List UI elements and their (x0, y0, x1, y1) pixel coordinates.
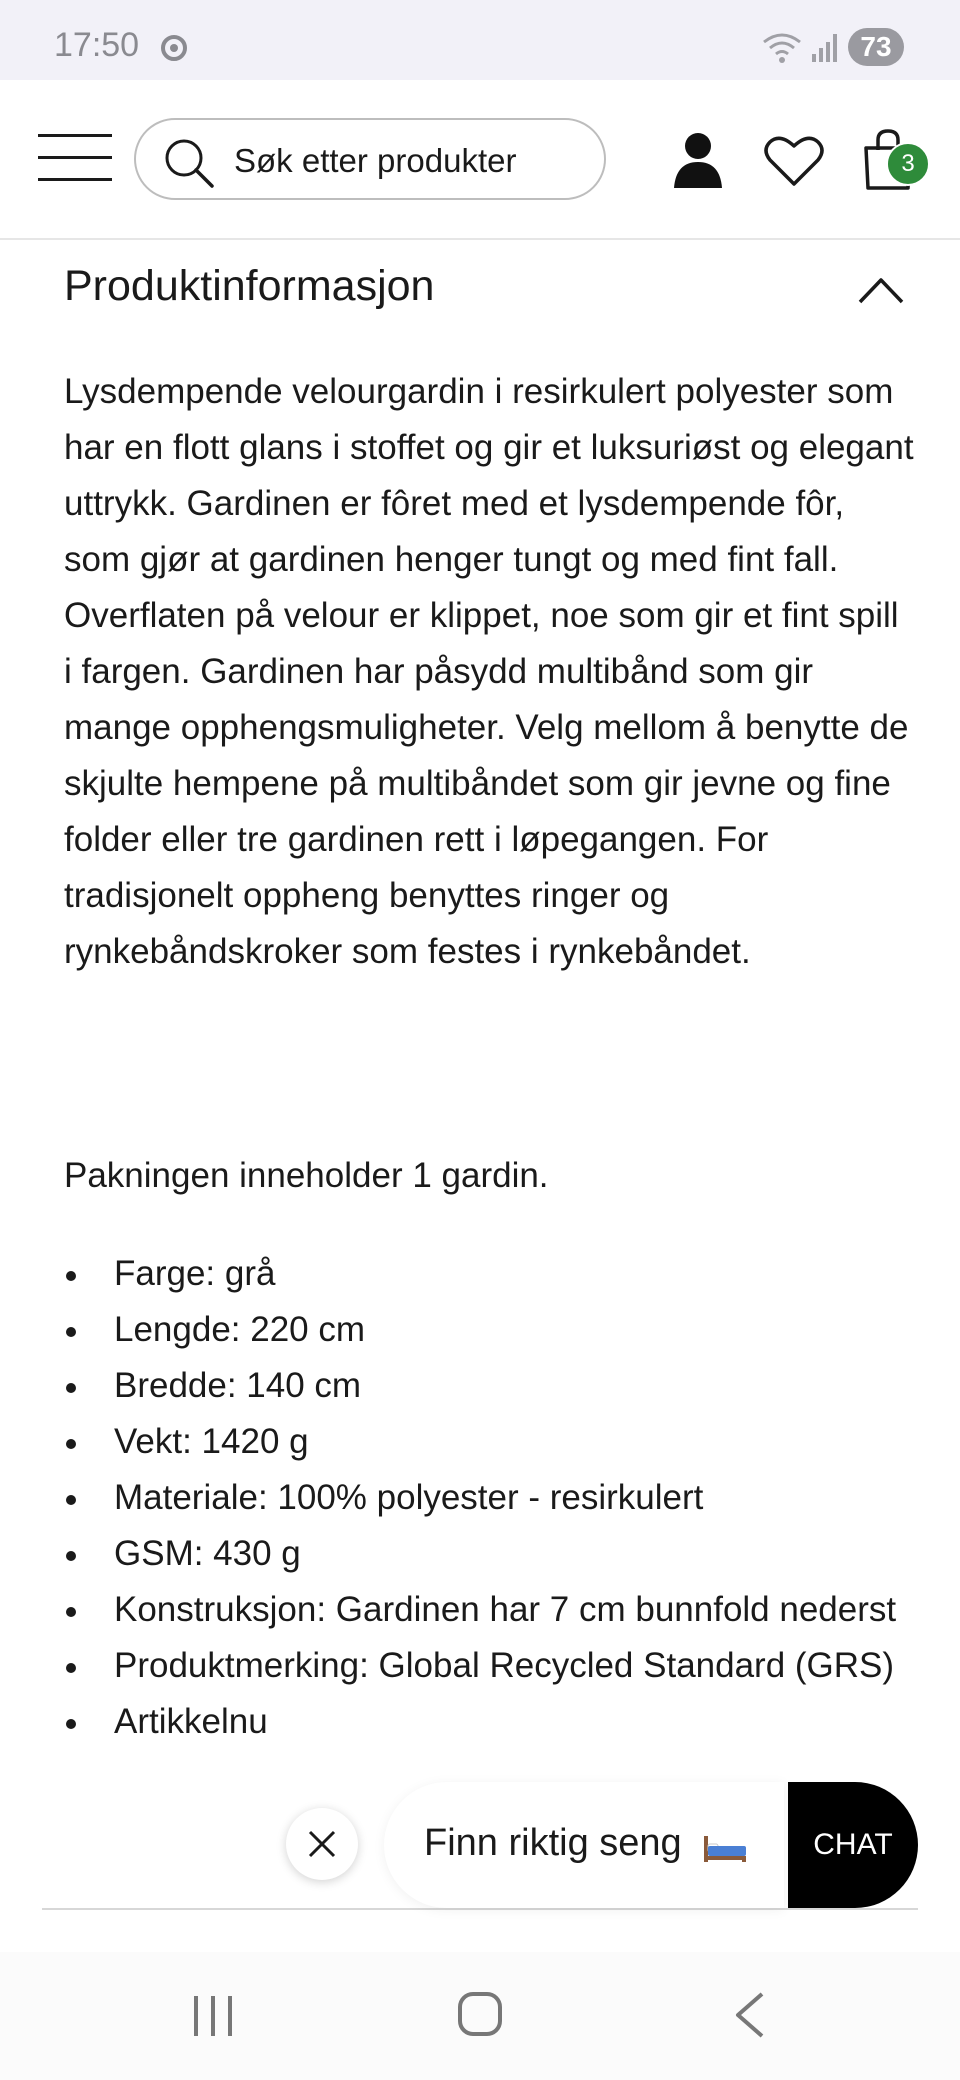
site-header (0, 80, 960, 240)
spec-item-width: Bredde: 140 cm (64, 1358, 914, 1414)
status-bar (0, 0, 960, 80)
status-time: 17:50 (54, 26, 140, 64)
package-contents: Pakningen inneholder 1 gardin. (64, 1156, 549, 1195)
product-description: Lysdempende velourgardin i resirkulert polyester som har en flott glans i stoffet og gir et luksuriøst og elegant uttrykk. Gardinen er fôret med et lysdempende fôr, som gjør at gardinen henger tungt og med fint fall. Overflaten på velour er klippet, noe som gir et fint spill i fargen. Gardinen har påsydd multibånd som gir mange opphengsmuligheter. Velg mellom å benytte de skjulte hempene på multibåndet som gir jevne og fine folder eller tre gardinen rett i løpegangen. For tradisjonelt oppheng benyttes ringer og rynkebåndskroker som festes i rynkebåndet. (64, 372, 914, 971)
section-divider (42, 1908, 918, 1910)
spec-list (64, 1246, 914, 1750)
spec-item-material: Materiale: 100% polyester - resirkulert (64, 1470, 914, 1526)
back-icon[interactable] (732, 1990, 768, 2040)
spec-item-length: Lengde: 220 cm (64, 1302, 914, 1358)
chat-button[interactable]: CHAT (788, 1782, 918, 1908)
spec-item-article-number: Artikkelnu (64, 1694, 914, 1750)
spec-item-weight: Vekt: 1420 g (64, 1414, 914, 1470)
chevron-up-icon[interactable] (856, 272, 906, 306)
section-title[interactable]: Produktinformasjon (64, 262, 435, 310)
cart-count-badge: 3 (886, 142, 930, 186)
account-icon[interactable] (672, 132, 724, 188)
spec-item-construction: Konstruksjon: Gardinen har 7 cm bunnfold nederst (64, 1582, 914, 1638)
wifi-icon (760, 30, 804, 66)
spec-item-color: Farge: grå (64, 1246, 914, 1302)
close-icon (307, 1829, 337, 1859)
recent-apps-icon[interactable] (190, 1992, 236, 2038)
spec-item-gsm: GSM: 430 g (64, 1526, 914, 1582)
sync-icon (160, 34, 188, 62)
system-nav-bar (0, 1952, 960, 2080)
home-icon[interactable] (456, 1990, 504, 2038)
close-promo-button[interactable] (286, 1808, 358, 1880)
promo-text[interactable]: Finn riktig seng (424, 1822, 682, 1864)
battery-indicator: 73 (848, 28, 904, 66)
signal-icon (810, 32, 838, 64)
heart-icon[interactable] (764, 134, 824, 188)
hamburger-menu-icon[interactable] (38, 132, 112, 184)
search-placeholder: Søk etter produkter (234, 142, 517, 179)
spec-item-labeling: Produktmerking: Global Recycled Standard (GRS) (64, 1638, 914, 1694)
search-input[interactable] (134, 118, 606, 200)
bed-icon (702, 1830, 748, 1864)
search-icon (162, 136, 216, 190)
